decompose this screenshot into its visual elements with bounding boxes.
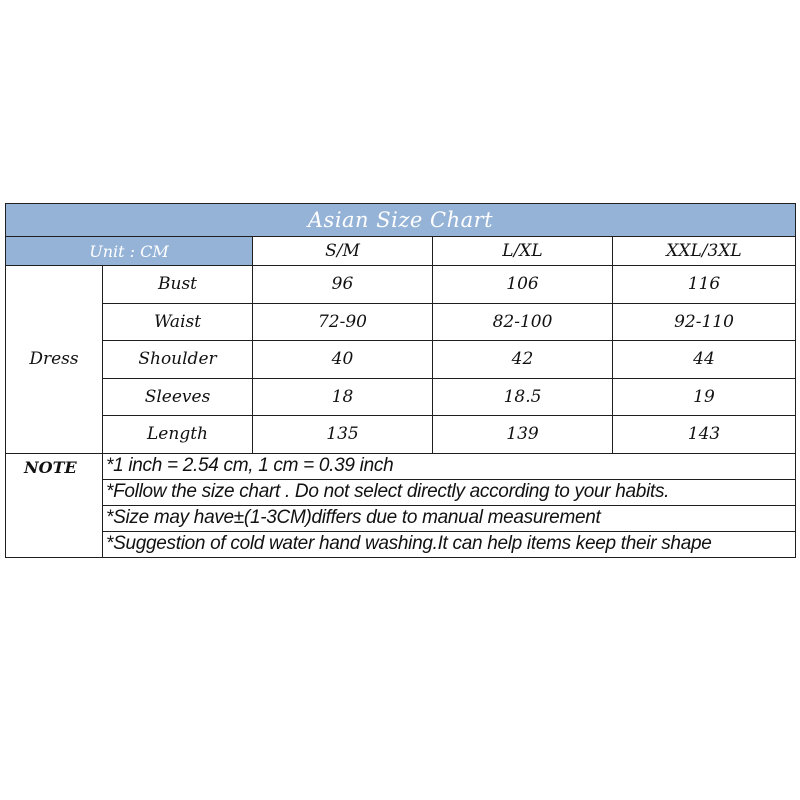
table-cell: 72-90 [253, 303, 433, 341]
size-header-sm: S/M [253, 237, 433, 266]
measure-label: Length [103, 416, 253, 454]
size-chart-table [5, 203, 796, 558]
table-row [6, 378, 796, 416]
table-cell: 18 [253, 378, 433, 416]
note-item: *1 inch = 2.54 cm, 1 cm = 0.39 inch [103, 453, 796, 479]
table-row [6, 416, 796, 454]
note-item: *Suggestion of cold water hand washing.It can help items keep their shape [103, 531, 796, 557]
size-header-lxl: L/XL [433, 237, 613, 266]
table-cell: 82-100 [433, 303, 613, 341]
table-row [6, 266, 796, 304]
note-row [6, 479, 796, 505]
note-row [6, 453, 796, 479]
table-cell: 96 [253, 266, 433, 304]
measure-label: Sleeves [103, 378, 253, 416]
title-row [6, 204, 796, 237]
table-cell: 139 [433, 416, 613, 454]
note-item: *Follow the size chart . Do not select directly according to your habits. [103, 479, 796, 505]
table-cell: 19 [613, 378, 796, 416]
table-cell: 143 [613, 416, 796, 454]
table-cell: 92-110 [613, 303, 796, 341]
table-row [6, 341, 796, 379]
measure-label: Waist [103, 303, 253, 341]
note-label: NOTE [6, 453, 103, 557]
table-cell: 135 [253, 416, 433, 454]
table-cell: 44 [613, 341, 796, 379]
measure-label: Bust [103, 266, 253, 304]
table-row [6, 303, 796, 341]
category-label: Dress [6, 266, 103, 454]
table-cell: 116 [613, 266, 796, 304]
size-header-xxl3xl: XXL/3XL [613, 237, 796, 266]
table-cell: 40 [253, 341, 433, 379]
note-row [6, 505, 796, 531]
note-row [6, 531, 796, 557]
size-header-row [6, 237, 796, 266]
table-cell: 18.5 [433, 378, 613, 416]
chart-title: Asian Size Chart [6, 204, 796, 237]
note-item: *Size may have±(1-3CM)differs due to manual measurement [103, 505, 796, 531]
unit-label: Unit : CM [6, 237, 253, 266]
measure-label: Shoulder [103, 341, 253, 379]
table-cell: 42 [433, 341, 613, 379]
table-cell: 106 [433, 266, 613, 304]
